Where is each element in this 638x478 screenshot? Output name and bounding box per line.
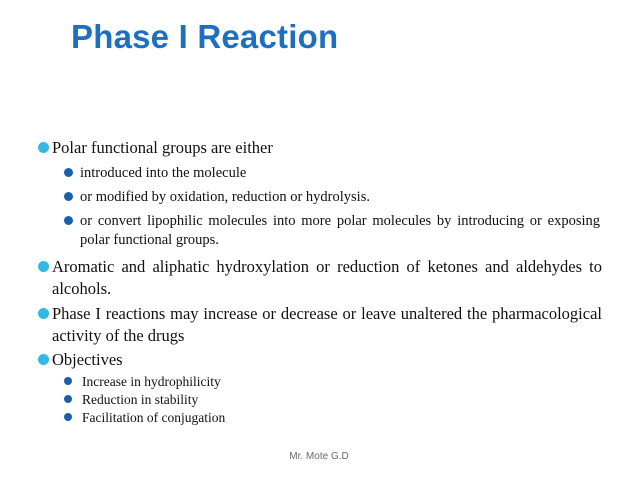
bullet-dot-icon <box>64 216 73 225</box>
bullet-dot-icon <box>64 377 72 385</box>
bullet-text: Increase in hydrophilicity <box>82 374 221 389</box>
bullet-polar-groups <box>38 137 608 159</box>
sub-bullet-introduced <box>64 164 604 183</box>
footer-author: Mr. Mote G.D <box>289 451 349 462</box>
bullet-dot-icon <box>38 308 49 319</box>
sub-bullet-modified <box>64 188 604 207</box>
sub-bullet-hydrophilicity <box>64 373 604 390</box>
bullet-dot-icon <box>64 168 73 177</box>
bullet-objectives <box>38 349 602 371</box>
bullet-dot-icon <box>38 354 49 365</box>
bullet-dot-icon <box>64 395 72 403</box>
bullet-dot-icon <box>64 192 73 201</box>
bullet-aromatic <box>38 256 602 300</box>
bullet-text: Objectives <box>52 350 123 369</box>
bullet-text: Facilitation of conjugation <box>82 410 226 425</box>
bullet-phase-i-activity <box>38 303 602 347</box>
bullet-text: Phase I reactions may increase or decrease or leave unaltered the pharmacological activity of the drugs <box>52 304 602 345</box>
slide-title: Phase I Reaction <box>71 18 339 55</box>
bullet-text: Polar functional groups are either <box>52 138 273 157</box>
sub-bullet-convert <box>64 212 600 250</box>
sub-bullet-stability <box>64 391 604 408</box>
bullet-dot-icon <box>38 261 49 272</box>
sub-bullet-conjugation <box>64 409 604 426</box>
bullet-text: or modified by oxidation, reduction or hydrolysis. <box>80 189 370 205</box>
bullet-text: Aromatic and aliphatic hydroxylation or reduction of ketones and aldehydes to alcohols. <box>52 257 602 298</box>
bullet-text: Reduction in stability <box>82 392 199 407</box>
bullet-dot-icon <box>64 413 72 421</box>
bullet-text: introduced into the molecule <box>80 165 247 181</box>
bullet-text: or convert lipophilic molecules into more polar molecules by introducing or exposing polar functional groups. <box>80 213 600 248</box>
bullet-dot-icon <box>38 142 49 153</box>
